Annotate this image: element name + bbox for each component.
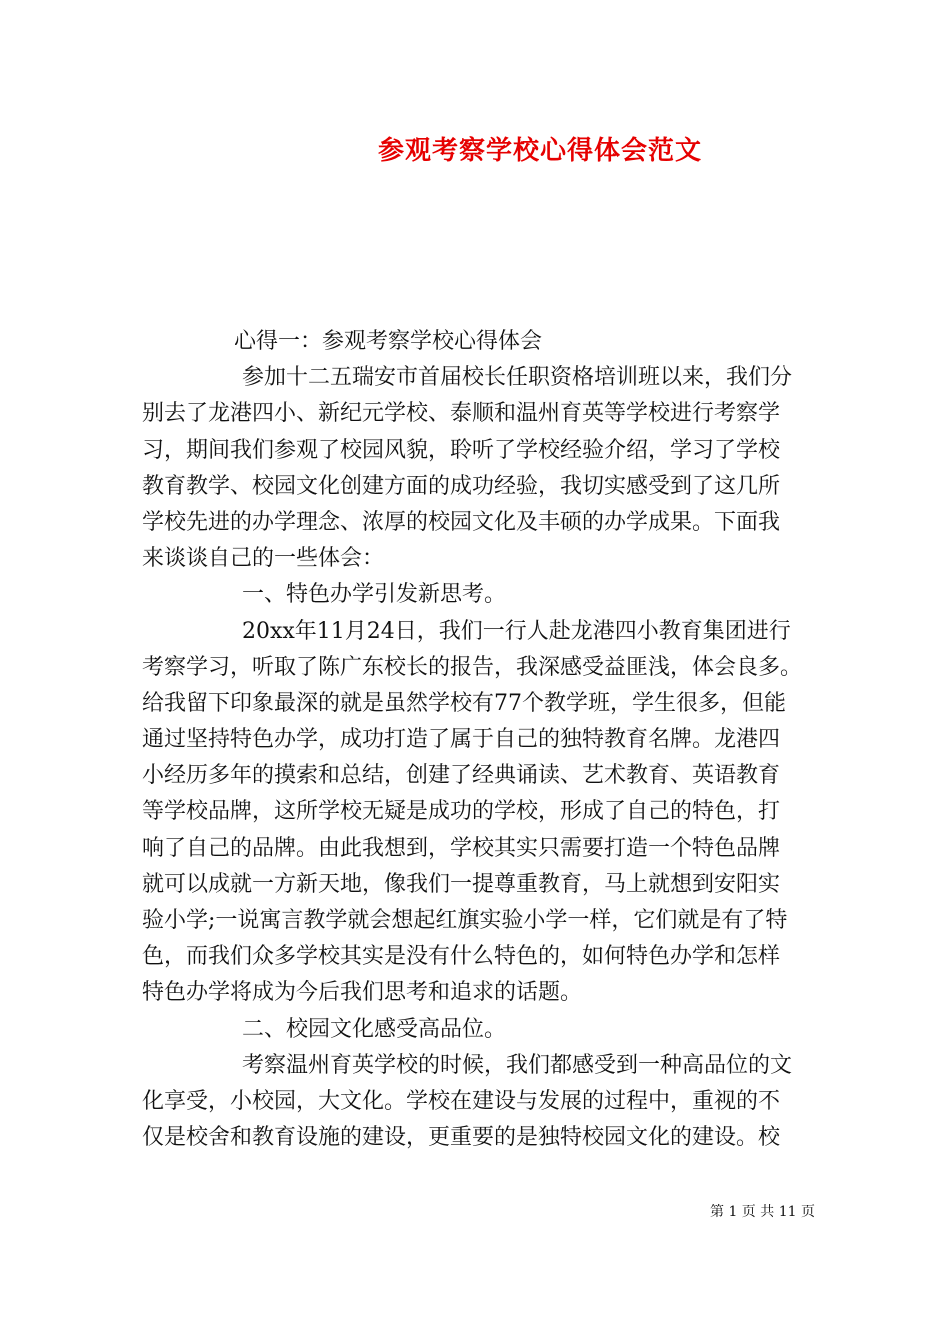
subheading-two: 二、校园文化感受高品位。 bbox=[242, 1016, 507, 1042]
paragraph-line: 通过坚持特色办学，成功打造了属于自己的独特教育名牌。龙港四 bbox=[142, 727, 781, 753]
paragraph-line: 别去了龙港四小、新纪元学校、泰顺和温州育英等学校进行考察学 bbox=[142, 401, 781, 427]
paragraph-line: 仅是校舍和教育设施的建设，更重要的是独特校园文化的建设。校 bbox=[142, 1125, 781, 1151]
paragraph-line: 教育教学、校园文化创建方面的成功经验，我切实感受到了这几所 bbox=[142, 473, 781, 499]
paragraph-line: 等学校品牌，这所学校无疑是成功的学校，形成了自己的特色，打 bbox=[142, 799, 781, 825]
page-number-footer: 第 1 页 共 11 页 bbox=[710, 1204, 815, 1220]
document-body bbox=[142, 324, 822, 1156]
section-heading: 心得一：参观考察学校心得体会 bbox=[234, 329, 543, 354]
paragraph-line: 习，期间我们参观了校园风貌，聆听了学校经验介绍，学习了学校 bbox=[142, 437, 781, 463]
paragraph-line: 验小学;一说寓言教学就会想起红旗实验小学一样，它们就是有了特 bbox=[142, 908, 788, 933]
paragraph-line: 小经历多年的摸索和总结，创建了经典诵读、艺术教育、英语教育 bbox=[142, 763, 781, 789]
paragraph-line: 响了自己的品牌。由此我想到，学校其实只需要打造一个特色品牌 bbox=[142, 835, 781, 861]
paragraph-line: 色，而我们众多学校其实是没有什么特色的，如何特色办学和怎样 bbox=[142, 944, 781, 970]
paragraph-line: 考察学习，听取了陈广东校长的报告，我深感受益匪浅，体会良多。 bbox=[142, 654, 803, 680]
paragraph-line: 化享受，小校园，大文化。学校在建设与发展的过程中，重视的不 bbox=[142, 1088, 781, 1114]
paragraph-line: 来谈谈自己的一些体会： bbox=[142, 546, 385, 572]
paragraph-line: 参加十二五瑞安市首届校长任职资格培训班以来，我们分 bbox=[242, 365, 793, 391]
paragraph-line: 特色办学将成为今后我们思考和追求的话题。 bbox=[142, 980, 583, 1006]
paragraph-line: 就可以成就一方新天地，像我们一提尊重教育，马上就想到安阳实 bbox=[142, 871, 781, 897]
paragraph-line: 学校先进的办学理念、浓厚的校园文化及丰硕的办学成果。下面我 bbox=[142, 509, 781, 535]
document-title: 参观考察学校心得体会范文 bbox=[377, 136, 702, 166]
paragraph-line: 考察温州育英学校的时候，我们都感受到一种高品位的文 bbox=[242, 1052, 793, 1078]
paragraph-line: 20xx年11月24日，我们一行人赴龙港四小教育集团进行 bbox=[242, 618, 791, 644]
subheading-one: 一、特色办学引发新思考。 bbox=[242, 582, 507, 608]
paragraph-line: 给我留下印象最深的就是虽然学校有77个教学班，学生很多，但能 bbox=[142, 690, 786, 716]
